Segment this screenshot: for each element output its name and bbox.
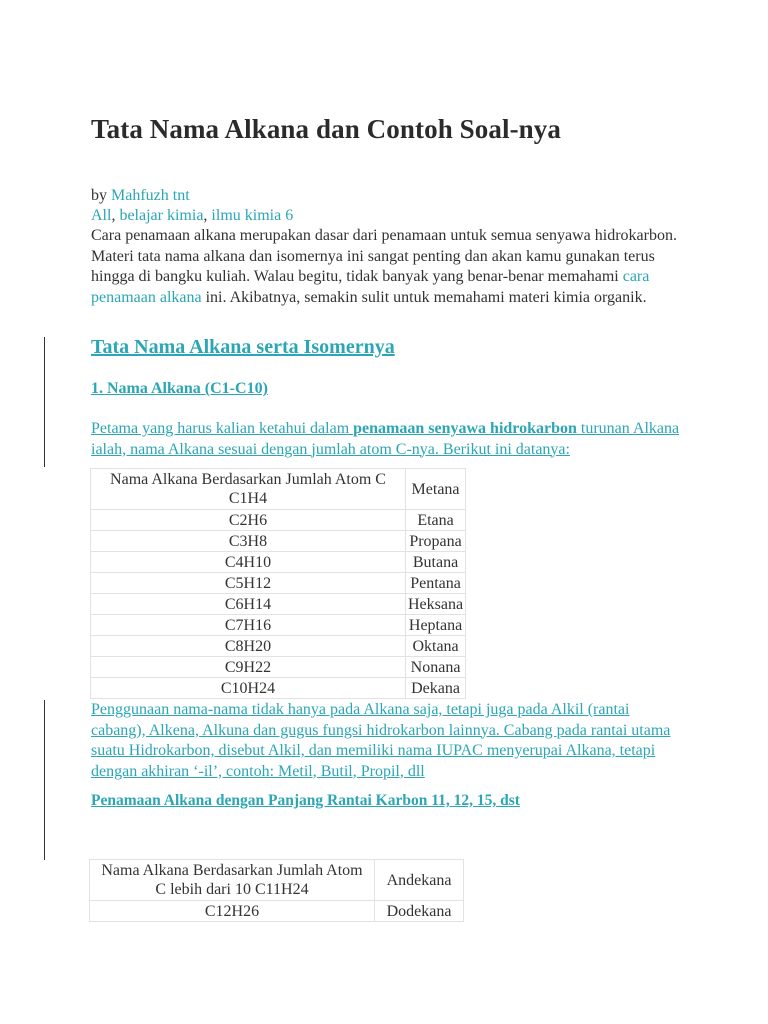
para1-text-start: Petama yang harus kalian ketahui dalam <box>91 420 354 437</box>
table-cell-name: Oktana <box>406 636 466 657</box>
table-cell-name: Heptana <box>406 615 466 636</box>
article-title: Tata Nama Alkana dan Contoh Soal-nya <box>91 114 561 144</box>
subheading-panjang-rantai[interactable]: Penamaan Alkana dengan Panjang Rantai Karbon 11, 12, 15, dst <box>91 792 520 809</box>
table-row <box>91 552 466 573</box>
table-cell-formula: C4H10 <box>91 552 406 573</box>
table-cell-name: Nonana <box>406 657 466 678</box>
table-cell-formula: C8H20 <box>91 636 406 657</box>
para1-text-end: turunan Alkana ialah, nama Alkana sesuai dengan jumlah atom C-nya. Berikut ini datanya: <box>91 420 680 458</box>
category-separator: , <box>111 207 120 224</box>
table-cell-formula: C7H16 <box>91 615 406 636</box>
category-link-belajar-kimia[interactable]: belajar kimia <box>119 207 204 224</box>
category-separator: , <box>203 207 212 224</box>
by-prefix: by <box>91 187 111 204</box>
table-row <box>91 531 466 552</box>
author-link[interactable]: Mahfuzh tnt <box>111 187 190 204</box>
table-cell-formula: C11H24 <box>254 881 309 898</box>
paragraph-penggunaan[interactable]: Penggunaan nama-nama tidak hanya pada Alkana saja, tetapi juga pada Alkil (rantai cabang), Alkena, Alkuna dan gugus fungsi hidrokarbon lainnya. Cabang pada rantai utama suatu Hidrokarbon, disebut Alkil, dan memiliki nama IUPAC menyerupai Alkana, tetapi dengan akhiran ‘-il’, contoh: Metil, Butil, Propil, dll <box>91 701 671 780</box>
table-cell-name: Dekana <box>406 678 466 699</box>
table-row <box>91 594 466 615</box>
margin-marker <box>44 700 45 860</box>
category-line <box>91 206 293 226</box>
table-cell-name: Butana <box>406 552 466 573</box>
table-row <box>91 636 466 657</box>
table-row <box>91 615 466 636</box>
table-cell-name: Pentana <box>406 573 466 594</box>
hidrokarbon-link[interactable]: penamaan senyawa hidrokarbon <box>353 420 577 437</box>
intro-text-start: Cara penamaan alkana merupakan dasar dari penamaan untuk semua senyawa hidrokarbon. Materi tata nama alkana dan isomernya ini sangat penting dan akan kamu gunakan terus hingga di bangku kuliah. Walau begitu, tidak banyak yang benar-benar memahami <box>91 227 677 285</box>
table-row <box>91 469 466 510</box>
table-header-text: Nama Alkana Berdasarkan Jumlah Atom C <box>110 471 386 488</box>
intro-paragraph <box>91 226 683 308</box>
table-header-cell <box>91 469 406 510</box>
table-row <box>91 573 466 594</box>
table-cell-name: Etana <box>406 510 466 531</box>
byline <box>91 186 190 206</box>
table-cell-name: Dodekana <box>375 901 464 922</box>
intro-text-end: ini. Akibatnya, semakin sulit untuk memahami materi kimia organik. <box>201 288 647 306</box>
table-cell-formula: C3H8 <box>91 531 406 552</box>
alkana-table-long-chain <box>89 859 464 922</box>
table-header-text-2: C lebih dari 10 <box>155 881 255 898</box>
table-row <box>90 860 464 901</box>
cara-penamaan-alkana-link[interactable]: cara penamaan alkana <box>91 268 650 306</box>
section-heading[interactable]: Tata Nama Alkana serta Isomernya <box>91 336 395 358</box>
table-header-text: Nama Alkana Berdasarkan Jumlah Atom <box>101 862 363 879</box>
table-cell-formula: C6H14 <box>91 594 406 615</box>
table-row <box>90 901 464 922</box>
table-cell-formula: C12H26 <box>90 901 375 922</box>
table-row <box>91 510 466 531</box>
table-cell-name: Andekana <box>375 860 464 901</box>
table-row <box>91 657 466 678</box>
table-cell-formula: C9H22 <box>91 657 406 678</box>
category-link-ilmu-kimia[interactable]: ilmu kimia <box>211 207 282 224</box>
table-header-cell <box>90 860 375 901</box>
table-row <box>91 678 466 699</box>
table-cell-formula: C5H12 <box>91 573 406 594</box>
comment-count-link[interactable]: 6 <box>285 207 294 224</box>
subheading-nama-alkana[interactable]: 1. Nama Alkana (C1-C10) <box>91 380 268 397</box>
table-cell-formula: C2H6 <box>91 510 406 531</box>
alkana-table <box>90 468 466 699</box>
margin-marker <box>44 337 45 467</box>
paragraph-petama[interactable] <box>91 419 681 460</box>
table-cell-formula: C10H24 <box>91 678 406 699</box>
category-link-all[interactable]: All <box>91 207 112 224</box>
table-cell-name: Propana <box>406 531 466 552</box>
table-cell-formula: C1H4 <box>228 490 268 507</box>
table-cell-name: Metana <box>406 469 466 510</box>
table-cell-name: Heksana <box>406 594 466 615</box>
